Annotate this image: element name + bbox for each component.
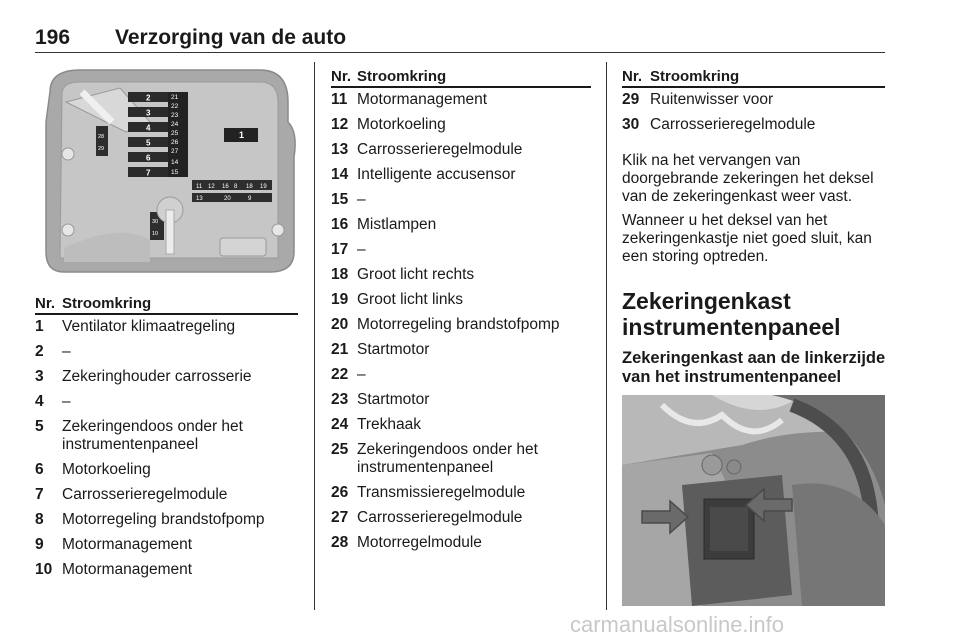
fuse-table-1 [35, 289, 298, 583]
page-title: Verzorging van de auto [115, 26, 347, 49]
table-row [331, 413, 591, 438]
circuit-description: Motormanagement [357, 91, 488, 108]
table-row [35, 483, 298, 508]
column-header-nr: Nr. [622, 68, 643, 85]
table-row [35, 458, 298, 483]
table-row [35, 533, 298, 558]
fuse-number: 11 [331, 91, 348, 108]
fuse-label: 2 [146, 93, 151, 103]
fuse-table-2 [331, 62, 591, 556]
circuit-description: Zekeringhouder carrosserie [62, 368, 252, 385]
table-row [331, 163, 591, 188]
paragraph: Klik na het vervangen van doorgebrande zekeringen het deksel van de zekeringenkast weer vast. [622, 152, 874, 205]
page-number: 196 [35, 26, 71, 49]
circuit-description: – [62, 393, 71, 410]
table-row [331, 113, 591, 138]
table-row [331, 288, 591, 313]
fuse-label: 30 [152, 219, 159, 225]
circuit-description: Startmotor [357, 391, 430, 408]
fuse-number: 24 [331, 416, 349, 433]
fuse-number: 1 [35, 318, 44, 335]
column-divider-2 [606, 62, 607, 610]
fuse-label: 23 [171, 112, 179, 119]
fuse-number: 18 [331, 266, 349, 283]
table-row [35, 558, 298, 583]
table-row [35, 315, 298, 340]
fuse-number: 13 [331, 141, 349, 158]
dashboard-fuse-location-photo [622, 395, 885, 606]
circuit-description: Motorkoeling [357, 116, 446, 133]
circuit-description: – [62, 343, 71, 360]
fuse-label: 21 [171, 94, 179, 101]
circuit-description: – [357, 191, 366, 208]
fuse-label: 8 [234, 184, 238, 190]
column-header-circuit: Stroomkring [62, 295, 152, 312]
circuit-description: Zekeringendoos onder het instrumentenpaneel [357, 441, 538, 476]
fuse-table-3 [622, 62, 885, 138]
column-header-circuit: Stroomkring [650, 68, 740, 85]
fuse-number: 19 [331, 291, 349, 308]
fuse-label: 25 [171, 130, 179, 137]
column-divider-1 [314, 62, 315, 610]
column-header-nr: Nr. [35, 295, 56, 312]
fuse-number: 20 [331, 316, 349, 333]
table-row [35, 340, 298, 365]
fuse-number: 25 [331, 441, 349, 458]
table-row [622, 88, 885, 113]
circuit-description: Trekhaak [357, 416, 422, 433]
fuse-number: 3 [35, 368, 44, 385]
circuit-description: Carrosserieregelmodule [62, 486, 228, 503]
table-row [35, 508, 298, 533]
fuse-number: 27 [331, 509, 349, 526]
fuse-label: 19 [260, 184, 267, 190]
fuse-label: 6 [146, 153, 151, 163]
circuit-description: Motormanagement [62, 561, 193, 578]
fuse-number: 7 [35, 486, 44, 503]
circuit-description: – [357, 241, 366, 258]
fuse-number: 17 [331, 241, 349, 258]
fuse-label: 10 [152, 231, 159, 237]
fuse-label: 16 [222, 184, 229, 190]
fuse-number: 12 [331, 116, 349, 133]
fuse-number: 30 [622, 116, 640, 133]
table-row [35, 390, 298, 415]
column-header-nr: Nr. [331, 68, 352, 85]
circuit-description: Motorregeling brandstofpomp [357, 316, 560, 333]
fuse-label: 28 [98, 134, 105, 140]
table-header [331, 62, 591, 88]
table-row [331, 481, 591, 506]
table-row [35, 365, 298, 390]
fuse-label: 11 [196, 184, 203, 190]
column-header-circuit: Stroomkring [357, 68, 447, 85]
fuse-label: 29 [98, 146, 105, 152]
table-row [331, 88, 591, 113]
fuse-number: 29 [622, 91, 640, 108]
circuit-description: Groot licht rechts [357, 266, 475, 283]
fuse-label: 27 [171, 148, 179, 155]
fuse-number: 6 [35, 461, 44, 478]
circuit-description: Motormanagement [62, 536, 193, 553]
fuse-number: 22 [331, 366, 349, 383]
table-row [331, 363, 591, 388]
circuit-description: Mistlampen [357, 216, 437, 233]
circuit-description: Motorkoeling [62, 461, 151, 478]
circuit-description: Intelligente accusensor [357, 166, 516, 183]
section-heading: Zekeringenkast instrumentenpaneel [622, 288, 841, 340]
fuse-label: 26 [171, 139, 179, 146]
fuse-label: 7 [146, 168, 151, 178]
fuse-number: 2 [35, 343, 44, 360]
table-row [331, 531, 591, 556]
table-row [331, 438, 591, 481]
fuse-box-illustration [40, 62, 298, 276]
fuse-label: 18 [246, 184, 253, 190]
fuse-label: 20 [224, 196, 231, 202]
fuse-number: 9 [35, 536, 44, 553]
table-row [35, 415, 298, 458]
table-row [331, 188, 591, 213]
fuse-label: 5 [146, 138, 151, 148]
table-row [331, 263, 591, 288]
fuse-number: 16 [331, 216, 349, 233]
table-row [331, 338, 591, 363]
circuit-description: – [357, 366, 366, 383]
table-row [331, 238, 591, 263]
table-header [622, 62, 885, 88]
fuse-label: 15 [171, 169, 179, 176]
subsection-heading: Zekeringenkast aan de linkerzijde van het instrumentenpaneel [622, 349, 886, 386]
circuit-description: Carrosserieregelmodule [357, 509, 523, 526]
fuse-label: 22 [171, 103, 179, 110]
table-row [331, 138, 591, 163]
circuit-description: Carrosserieregelmodule [650, 116, 816, 133]
table-row [331, 506, 591, 531]
table-header [35, 289, 298, 315]
fuse-label: 13 [196, 196, 203, 202]
circuit-description: Carrosserieregelmodule [357, 141, 523, 158]
fuse-label: 24 [171, 121, 179, 128]
fuse-label: 12 [208, 184, 215, 190]
paragraph: Wanneer u het deksel van het zekeringenkastje niet goed sluit, kan een storing optreden. [622, 212, 872, 265]
circuit-description: Ruitenwisser voor [650, 91, 774, 108]
circuit-description: Startmotor [357, 341, 430, 358]
table-row [331, 213, 591, 238]
circuit-description: Zekeringendoos onder het instrumentenpaneel [62, 418, 243, 453]
fuse-number: 8 [35, 511, 44, 528]
fuse-label: 14 [171, 159, 179, 166]
table-row [622, 113, 885, 138]
table-row [331, 313, 591, 338]
fuse-number: 28 [331, 534, 349, 551]
fuse-label: 4 [146, 123, 151, 133]
fuse-label: 1 [239, 130, 245, 140]
circuit-description: Ventilator klimaatregeling [62, 318, 236, 335]
fuse-number: 23 [331, 391, 349, 408]
fuse-number: 4 [35, 393, 44, 410]
circuit-description: Motorregelmodule [357, 534, 482, 551]
fuse-number: 14 [331, 166, 349, 183]
circuit-description: Groot licht links [357, 291, 463, 308]
circuit-description: Motorregeling brandstofpomp [62, 511, 265, 528]
fuse-number: 26 [331, 484, 349, 501]
fuse-label: 3 [146, 108, 151, 118]
fuse-number: 5 [35, 418, 44, 435]
fuse-number: 21 [331, 341, 349, 358]
fuse-label: 9 [248, 196, 252, 202]
table-row [331, 388, 591, 413]
fuse-number: 15 [331, 191, 349, 208]
fuse-number: 10 [35, 561, 53, 578]
watermark: carmanualsonline.info [570, 612, 785, 637]
page-header [35, 26, 885, 53]
circuit-description: Transmissieregelmodule [357, 484, 526, 501]
